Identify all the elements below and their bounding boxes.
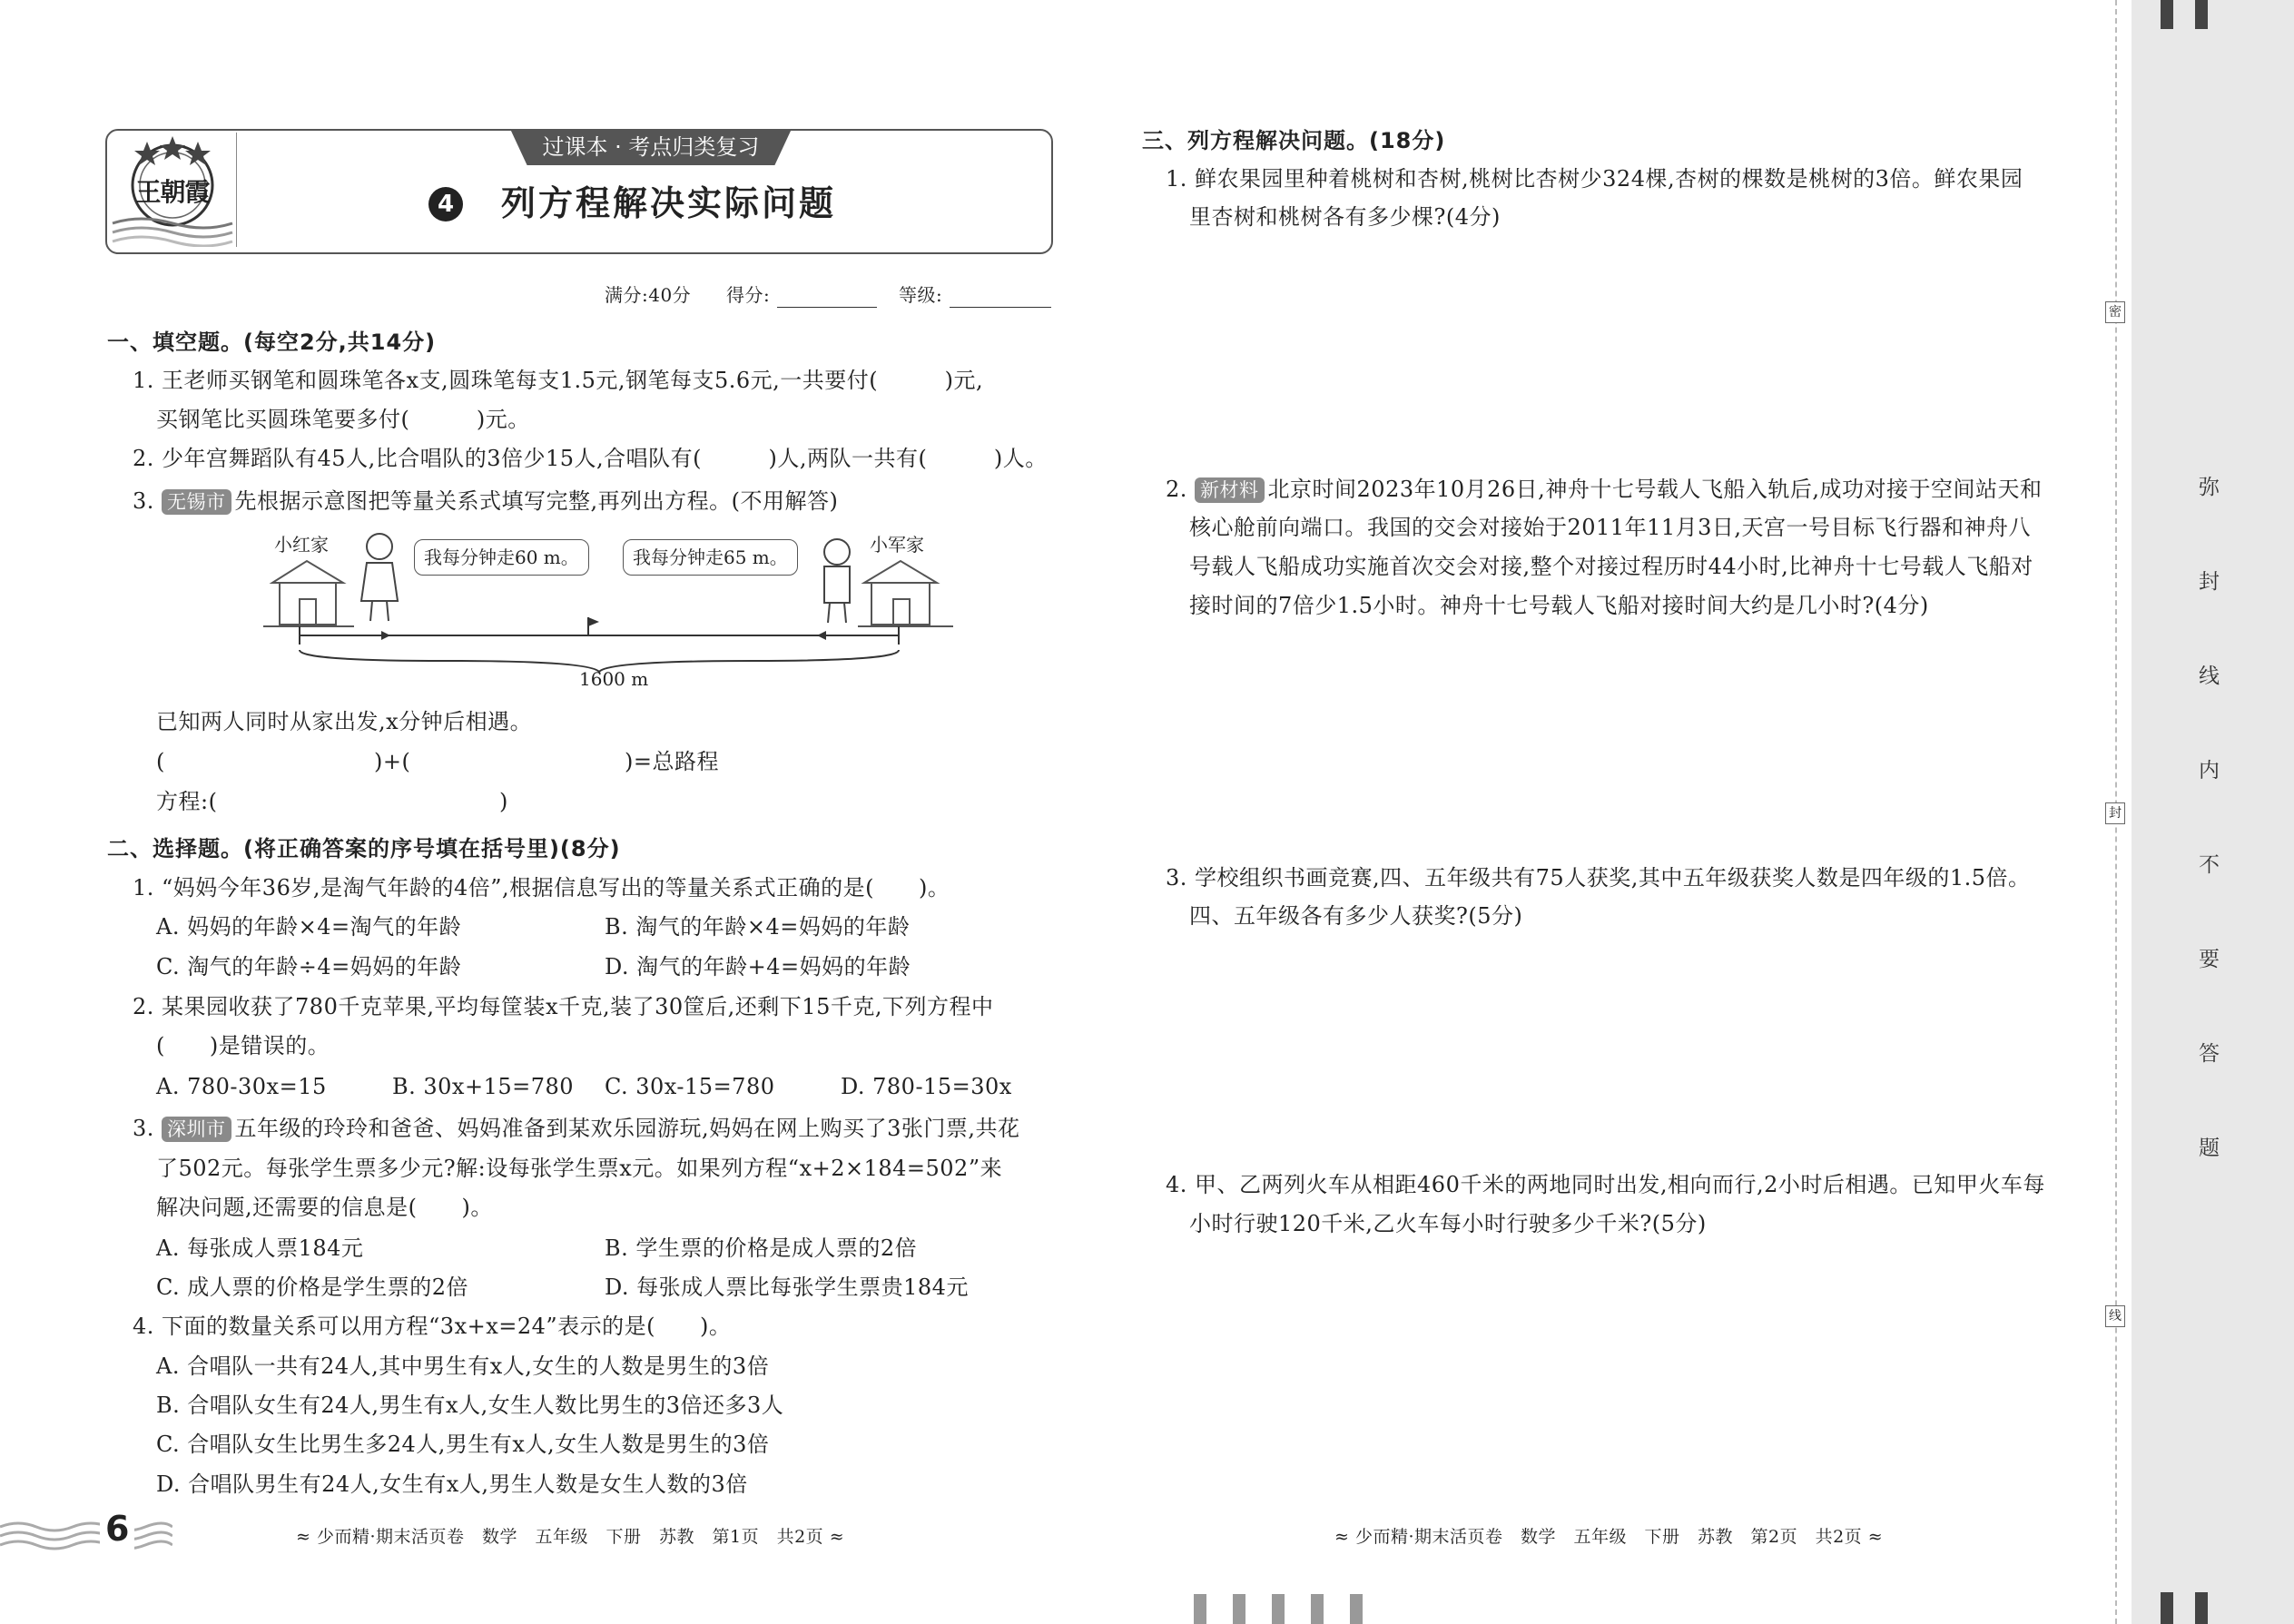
got-blank[interactable] [777, 307, 877, 308]
s3-q4-line1: 4. 甲、乙两列火车从相距460千米的两地同时出发,相向而行,2小时后相遇。已知甲火车每 [1166, 1172, 2045, 1197]
s3-q2-line1 [1166, 474, 2042, 505]
s3-q2-line3: 号载人飞船成功实施首次交会对接,整个对接过程历时44小时,比神舟十七号载人飞船对 [1189, 554, 2033, 579]
registration-mark [1194, 1594, 1206, 1624]
grade-blank[interactable] [950, 307, 1051, 308]
footer-left-info: ≈ 少而精·期末活页卷 数学 五年级 下册 苏教 第1页 共2页 ≈ [296, 1527, 845, 1547]
binding-vertical-char: 题 [2199, 1137, 2220, 1160]
s2-q3-line3: 解决问题,还需要的信息是( )。 [156, 1195, 493, 1220]
s3-q1-line2: 里杏树和桃树各有多少棵?(4分) [1189, 204, 1501, 230]
s3-q1-line1: 1. 鲜农果园里种着桃树和杏树,桃树比杏树少324棵,杏树的棵数是桃树的3倍。鲜农果园 [1166, 166, 2023, 192]
arrow-left-icon [817, 631, 826, 640]
s2-q3-text: 五年级的玲玲和爸爸、妈妈准备到某欢乐园游玩,妈妈在网上购买了3张门票,共花 [234, 1116, 1020, 1141]
logo-text: 王朝霞 [135, 177, 210, 207]
s2-q1: 1. “妈妈今年36岁,是淘气年龄的4倍”,根据信息写出的等量关系式正确的是( )。 [133, 875, 950, 901]
s2-q2-line2: ( )是错误的。 [156, 1033, 330, 1058]
flag-icon [588, 617, 599, 635]
binding-vertical-char: 封 [2199, 570, 2220, 594]
bubble-right: 我每分钟走65 m。 [623, 539, 798, 576]
fig-home-left-label: 小红家 [274, 534, 329, 556]
page-title: 列方程解决实际问题 [501, 183, 837, 223]
s1-q3-text: 先根据示意图把等量关系式填写完整,再列出方程。(不用解答) [234, 488, 839, 514]
s2-q3-line1 [133, 1113, 1020, 1144]
s3-q4-line2: 小时行驶120千米,乙火车每小时行驶多少千米?(5分) [1189, 1211, 1707, 1236]
binding-box-char: 线 [2105, 1305, 2125, 1327]
s3-q2-number: 2. [1166, 477, 1196, 502]
unit-number: 4 [437, 191, 455, 218]
s2-q1-option-a: A. 妈妈的年龄×4=淘气的年龄 [156, 914, 462, 940]
logo [109, 133, 237, 247]
binding-box-char: 封 [2105, 802, 2125, 824]
registration-mark [1311, 1594, 1324, 1624]
s1-q3-eq-open: ( [156, 749, 165, 774]
s1-q3-eq-end: )=总路程 [625, 749, 719, 774]
s1-q1-line1: 1. 王老师买钢笔和圆珠笔各x支,圆珠笔每支1.5元,钢笔每支5.6元,一共要付( )元, [133, 368, 984, 393]
s2-q2-option-a: A. 780-30x=15 [156, 1074, 327, 1099]
grade-label: 等级: [899, 284, 943, 306]
footer-wave-icon [0, 1518, 172, 1554]
section-2-heading: 二、选择题。(将正确答案的序号填在括号里)(8分) [107, 836, 621, 861]
s2-q2-option-d: D. 780-15=30x [841, 1074, 1012, 1099]
s2-q2-option-b: B. 30x+15=780 [392, 1074, 575, 1099]
meeting-figure [263, 527, 953, 699]
s2-q4: 4. 下面的数量关系可以用方程“3x+x=24”表示的是( )。 [133, 1314, 732, 1339]
binding-vertical-char: 线 [2199, 664, 2220, 688]
page-number: 6 [100, 1507, 134, 1550]
s3-q2-line4: 接时间的7倍少1.5小时。神舟十七号载人飞船对接时间大约是几小时?(4分) [1189, 593, 1929, 618]
s2-q4-option-d: D. 合唱队男生有24人,女生有x人,男生人数是女生人数的3倍 [156, 1471, 748, 1497]
score-label: 满分:40分 [605, 284, 692, 306]
binding-vertical-char: 不 [2199, 853, 2220, 877]
got-label: 得分: [726, 284, 771, 306]
binding-vertical-char: 要 [2199, 948, 2220, 971]
bubble-left: 我每分钟走60 m。 [414, 539, 589, 576]
s2-q1-option-b: B. 淘气的年龄×4=妈妈的年龄 [605, 914, 911, 940]
binding-mark-top [2195, 0, 2208, 29]
region-tag: 深圳市 [162, 1117, 231, 1142]
section-1-heading: 一、填空题。(每空2分,共14分) [107, 330, 437, 355]
section-3-heading: 三、列方程解决问题。(18分) [1142, 128, 1446, 153]
s2-q4-option-a: A. 合唱队一共有24人,其中男生有x人,女生的人数是男生的3倍 [156, 1353, 770, 1379]
series-banner-text: 过课本 · 考点归类复习 [542, 134, 760, 160]
s1-q3 [133, 486, 838, 517]
registration-mark [1233, 1594, 1245, 1624]
binding-mark-bottom [2161, 1592, 2173, 1624]
binding-vertical-char: 答 [2199, 1042, 2220, 1066]
binding-strip [2132, 0, 2294, 1624]
s2-q1-option-d: D. 淘气的年龄+4=妈妈的年龄 [605, 954, 911, 979]
house-left-icon [263, 561, 354, 626]
binding-vertical-char: 弥 [2199, 476, 2220, 499]
s2-q2-option-c: C. 30x-15=780 [605, 1074, 775, 1099]
s1-q3-fangcheng-end: ) [499, 789, 508, 814]
binding-mark-top [2161, 0, 2173, 29]
s3-q2-line2: 核心舱前向端口。我国的交会对接始于2011年11月3日,天宫一号目标飞行器和神舟八 [1189, 515, 2032, 540]
boy-icon [824, 539, 850, 623]
s2-q1-option-c: C. 淘气的年龄÷4=妈妈的年龄 [156, 954, 462, 979]
s3-q2-text: 北京时间2023年10月26日,神舟十七号载人飞船入轨后,成功对接于空间站天和 [1267, 477, 2043, 502]
s2-q3-option-b: B. 学生票的价格是成人票的2倍 [605, 1235, 918, 1261]
registration-mark [1350, 1594, 1363, 1624]
binding-box-char: 密 [2105, 301, 2125, 323]
s1-q3-fangcheng: 方程:( [156, 789, 218, 814]
binding-vertical-char: 内 [2199, 759, 2220, 782]
registration-mark [1272, 1594, 1285, 1624]
s2-q3-number: 3. [133, 1116, 162, 1141]
s2-q3-option-c: C. 成人票的价格是学生票的2倍 [156, 1275, 469, 1300]
s1-q2: 2. 少年宫舞蹈队有45人,比合唱队的3倍少15人,合唱队有( )人,两队一共有( )人。 [133, 446, 1048, 471]
region-tag: 无锡市 [162, 489, 231, 515]
girl-icon [361, 534, 398, 621]
s1-q1-line2: 买钢笔比买圆珠笔要多付( )元。 [156, 407, 530, 432]
new-material-tag: 新材料 [1195, 477, 1265, 503]
s2-q3-option-a: A. 每张成人票184元 [156, 1235, 364, 1261]
s2-q3-option-d: D. 每张成人票比每张学生票贵184元 [605, 1275, 969, 1300]
s2-q4-option-b: B. 合唱队女生有24人,男生有x人,女生人数比男生的3倍还多3人 [156, 1393, 784, 1418]
s3-q3-line1: 3. 学校组织书画竞赛,四、五年级共有75人获奖,其中五年级获奖人数是四年级的1.5倍。 [1166, 865, 2031, 891]
s3-q3-line2: 四、五年级各有多少人获奖?(5分) [1189, 903, 1523, 929]
s2-q4-option-c: C. 合唱队女生比男生多24人,男生有x人,女生人数是男生的3倍 [156, 1432, 770, 1457]
s2-q2-line1: 2. 某果园收获了780千克苹果,平均每筐装x千克,装了30筐后,还剩下15千克,下列方程中 [133, 994, 994, 1019]
s1-q3-known: 已知两人同时从家出发,x分钟后相遇。 [156, 709, 533, 734]
house-right-icon [858, 561, 953, 626]
s1-q3-number: 3. [133, 488, 162, 514]
s2-q3-line2: 了502元。每张学生票多少元?解:设每张学生票x元。如果列方程“x+2×184=502”来 [156, 1156, 1003, 1181]
fig-home-right-label: 小军家 [870, 534, 924, 556]
fig-distance-label: 1600 m [579, 668, 649, 690]
s1-q3-eq-mid: )+( [374, 749, 411, 774]
footer-right-info: ≈ 少而精·期末活页卷 数学 五年级 下册 苏教 第2页 共2页 ≈ [1334, 1527, 1884, 1547]
binding-mark-bottom [2195, 1592, 2208, 1624]
